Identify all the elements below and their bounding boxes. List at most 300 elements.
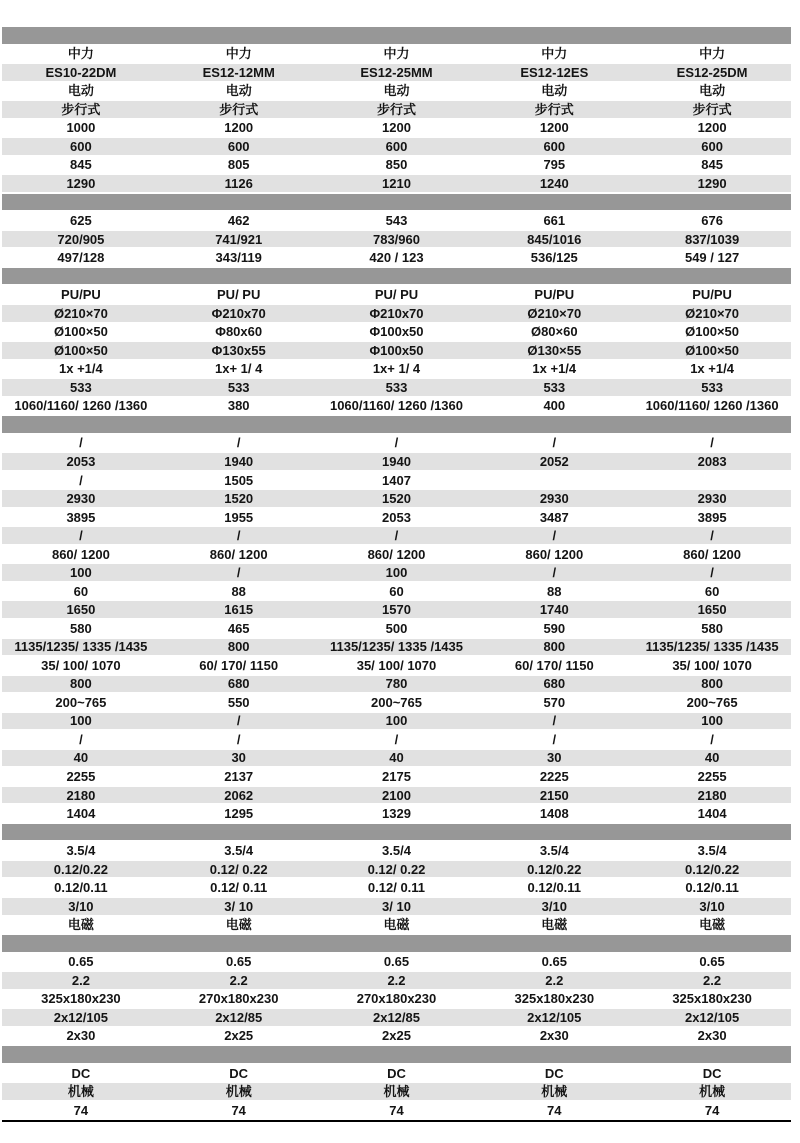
table-cell: 2255 bbox=[66, 769, 96, 785]
table-cell: 1200 bbox=[224, 120, 254, 136]
table-cell: 1650 bbox=[697, 602, 727, 618]
table-cell: 2930 bbox=[539, 491, 569, 507]
table-cell: 0.65 bbox=[699, 954, 725, 970]
table-cell: 1240 bbox=[539, 176, 569, 192]
table-cell: Φ130x55 bbox=[211, 342, 266, 358]
table-row bbox=[2, 471, 791, 490]
table-cell: 805 bbox=[227, 157, 250, 173]
table-cell: 325x180x230 bbox=[672, 991, 752, 1007]
table-cell: 步行式 bbox=[376, 101, 416, 117]
table-cell: / bbox=[236, 565, 241, 581]
table-cell: 543 bbox=[385, 213, 408, 229]
table-cell: 200~765 bbox=[686, 694, 738, 710]
table-cell: 625 bbox=[70, 213, 92, 229]
table-cell: / bbox=[79, 528, 83, 544]
table-cell: 533 bbox=[543, 379, 566, 395]
table-cell: ES12-12MM bbox=[202, 64, 275, 80]
table-cell: 0.65 bbox=[383, 954, 410, 970]
table-cell: / bbox=[236, 713, 241, 729]
table-cell: Ø100×50 bbox=[53, 342, 108, 358]
table-cell: 2x30 bbox=[66, 1028, 96, 1044]
table-cell: 35/ 100/ 1070 bbox=[41, 657, 121, 673]
table-cell: 2x12/85 bbox=[372, 1009, 420, 1025]
table-cell: 3/10 bbox=[699, 898, 725, 914]
table-row bbox=[2, 285, 791, 304]
table-cell: / bbox=[710, 435, 714, 451]
table-cell: / bbox=[236, 731, 241, 747]
table-cell: 电磁 bbox=[699, 917, 726, 933]
table-cell: 2.2 bbox=[71, 972, 90, 988]
table-cell: 74 bbox=[231, 1102, 246, 1118]
table-row bbox=[2, 1008, 791, 1027]
section-separator-bar bbox=[2, 193, 791, 212]
table-cell: 1x +1/4 bbox=[532, 361, 577, 377]
table-cell: 1329 bbox=[382, 806, 411, 822]
table-cell: / bbox=[552, 713, 557, 729]
table-cell: 1000 bbox=[66, 120, 96, 136]
table-cell: 74 bbox=[73, 1102, 89, 1118]
table-cell: 机械 bbox=[383, 1084, 410, 1100]
table-cell: PU/PU bbox=[534, 287, 575, 303]
table-row bbox=[2, 341, 791, 360]
table-cell: PU/PU bbox=[692, 287, 732, 303]
table-cell: / bbox=[394, 731, 399, 747]
table-row bbox=[2, 971, 791, 990]
table-cell: 步行式 bbox=[61, 101, 101, 117]
table-cell: 电磁 bbox=[67, 917, 94, 933]
table-cell: 电动 bbox=[225, 83, 252, 99]
table-cell: 40 bbox=[704, 750, 720, 766]
table-cell: 2137 bbox=[224, 769, 254, 785]
table-cell: 720/905 bbox=[57, 231, 105, 247]
table-cell: 2083 bbox=[697, 453, 727, 469]
table-cell: / bbox=[394, 528, 399, 544]
table-row bbox=[2, 1027, 791, 1046]
table-cell: 741/921 bbox=[215, 231, 263, 247]
table-cell: 60 bbox=[73, 583, 89, 599]
table-cell: 1200 bbox=[539, 120, 569, 136]
table-row bbox=[2, 712, 791, 731]
table-cell: 1570 bbox=[382, 602, 411, 618]
table-cell: 1060/1160/ 1260 /1360 bbox=[14, 398, 148, 414]
section-separator-bar bbox=[2, 415, 791, 434]
table-cell: 中力 bbox=[541, 46, 568, 62]
table-cell: 1404 bbox=[66, 806, 96, 822]
table-cell: 2062 bbox=[224, 787, 254, 803]
table-cell: 3.5/4 bbox=[697, 843, 727, 859]
table-cell: 860/ 1200 bbox=[683, 546, 741, 562]
table-row bbox=[2, 452, 791, 471]
table-cell: 电动 bbox=[383, 83, 410, 99]
table-cell: 380 bbox=[227, 398, 250, 414]
table-cell: 549 / 127 bbox=[684, 250, 740, 266]
table-cell: 2.2 bbox=[387, 972, 406, 988]
table-cell: 74 bbox=[704, 1102, 720, 1118]
table-cell: / bbox=[394, 435, 399, 451]
table-cell: 100 bbox=[70, 565, 92, 581]
table-cell: 1x +1/4 bbox=[690, 361, 734, 377]
table-cell: 1135/1235/ 1335 /1435 bbox=[329, 639, 463, 655]
table-cell: 电磁 bbox=[541, 917, 568, 933]
table-cell: 35/ 100/ 1070 bbox=[356, 657, 437, 673]
table-cell: Φ210x70 bbox=[211, 305, 266, 321]
table-row bbox=[2, 526, 791, 545]
table-cell: Φ80x60 bbox=[215, 324, 263, 340]
table-cell: 1615 bbox=[224, 602, 254, 618]
table-cell: 580 bbox=[70, 620, 92, 636]
table-cell: Ø100×50 bbox=[685, 324, 740, 340]
table-row bbox=[2, 508, 791, 527]
table-cell: / bbox=[79, 472, 83, 488]
table-cell: / bbox=[710, 528, 714, 544]
table-cell: 200~765 bbox=[55, 694, 107, 710]
table-cell: 3/ 10 bbox=[382, 898, 411, 914]
table-row bbox=[2, 786, 791, 805]
table-cell: 1060/1160/ 1260 /1360 bbox=[645, 398, 779, 414]
table-cell: 1650 bbox=[66, 602, 96, 618]
table-cell: 60/ 170/ 1150 bbox=[514, 657, 594, 673]
table-cell: / bbox=[710, 731, 714, 747]
table-cell: / bbox=[710, 565, 714, 581]
table-cell: 2x12/85 bbox=[215, 1009, 263, 1025]
table-cell: 400 bbox=[543, 398, 566, 414]
table-cell: 30 bbox=[547, 750, 562, 766]
table-cell: 2053 bbox=[66, 453, 96, 469]
table-cell: 1505 bbox=[224, 472, 254, 488]
table-row bbox=[2, 1064, 791, 1083]
table-cell: 2053 bbox=[382, 509, 411, 525]
table-cell: 780 bbox=[385, 676, 408, 692]
table-cell: 800 bbox=[70, 676, 92, 692]
table-row bbox=[2, 953, 791, 972]
table-row bbox=[2, 860, 791, 879]
table-cell: 533 bbox=[701, 379, 723, 395]
table-row bbox=[2, 619, 791, 638]
table-cell: 580 bbox=[701, 620, 723, 636]
table-cell: Ø210×70 bbox=[685, 305, 740, 321]
table-cell: 3/10 bbox=[68, 898, 94, 914]
table-row bbox=[2, 638, 791, 657]
table-cell: 0.12/ 0.11 bbox=[367, 880, 426, 896]
table-cell: 60/ 170/ 1150 bbox=[199, 657, 279, 673]
table-cell: 680 bbox=[543, 676, 566, 692]
section-separator-bar bbox=[2, 823, 791, 842]
table-cell: 497/128 bbox=[57, 250, 105, 266]
table-row bbox=[2, 1082, 791, 1101]
table-cell: 1x +1/4 bbox=[59, 361, 103, 377]
table-cell: 0.12/0.22 bbox=[527, 861, 582, 877]
table-cell: 35/ 100/ 1070 bbox=[672, 657, 752, 673]
table-cell: 550 bbox=[227, 694, 250, 710]
table-row bbox=[2, 916, 791, 935]
table-cell: 2180 bbox=[66, 787, 96, 803]
table-cell: / bbox=[552, 528, 557, 544]
table-cell: 100 bbox=[701, 713, 723, 729]
table-cell: 860/ 1200 bbox=[51, 546, 110, 562]
table-cell: 2.2 bbox=[703, 972, 722, 988]
table-cell: 465 bbox=[227, 620, 250, 636]
table-cell: 3.5/4 bbox=[382, 843, 411, 859]
table-row bbox=[2, 675, 791, 694]
table-cell: 325x180x230 bbox=[41, 991, 121, 1007]
spec-table bbox=[2, 26, 791, 1122]
table-cell: 795 bbox=[543, 157, 566, 173]
table-cell: 845 bbox=[701, 157, 723, 173]
table-cell: 800 bbox=[701, 676, 723, 692]
table-cell: 2180 bbox=[697, 787, 727, 803]
table-cell: / bbox=[79, 731, 83, 747]
table-cell: / bbox=[552, 731, 557, 747]
table-row bbox=[2, 248, 791, 267]
table-cell: 680 bbox=[227, 676, 250, 692]
table-cell: / bbox=[79, 435, 83, 451]
table-cell: 2052 bbox=[539, 453, 569, 469]
table-row bbox=[2, 804, 791, 823]
table-cell: Ø80×60 bbox=[530, 324, 578, 340]
table-cell: 661 bbox=[543, 213, 566, 229]
table-cell: 2x30 bbox=[697, 1028, 727, 1044]
table-row bbox=[2, 582, 791, 601]
table-cell: 1210 bbox=[382, 176, 411, 192]
table-row bbox=[2, 730, 791, 749]
table-cell: 0.12/ 0.11 bbox=[210, 880, 268, 896]
table-cell: DC bbox=[702, 1065, 722, 1081]
section-separator-bar bbox=[2, 934, 791, 953]
table-cell: 3/ 10 bbox=[224, 898, 254, 914]
table-cell: 2x12/105 bbox=[684, 1009, 740, 1025]
table-row bbox=[2, 174, 791, 193]
table-cell: 74 bbox=[547, 1102, 562, 1118]
table-cell: 270x180x230 bbox=[198, 991, 279, 1007]
table-row bbox=[2, 489, 791, 508]
table-cell: 0.12/0.22 bbox=[684, 861, 740, 877]
table-cell: 800 bbox=[227, 639, 250, 655]
table-cell: 中力 bbox=[383, 46, 410, 62]
table-cell: 60 bbox=[704, 583, 720, 599]
table-row bbox=[2, 211, 791, 230]
table-cell: / bbox=[552, 435, 557, 451]
table-cell: 2255 bbox=[697, 769, 727, 785]
table-cell: 3895 bbox=[66, 509, 96, 525]
table-cell: 中力 bbox=[67, 46, 94, 62]
table-cell: 1520 bbox=[224, 491, 254, 507]
table-cell: 1408 bbox=[539, 806, 569, 822]
table-cell: 0.12/ 0.22 bbox=[209, 861, 268, 877]
table-cell: 325x180x230 bbox=[514, 991, 595, 1007]
table-cell: 462 bbox=[227, 213, 250, 229]
table-cell: 590 bbox=[543, 620, 566, 636]
table-cell: 860/ 1200 bbox=[525, 546, 584, 562]
table-row bbox=[2, 767, 791, 786]
table-cell: 3.5/4 bbox=[66, 843, 96, 859]
table-cell: 3.5/4 bbox=[539, 843, 569, 859]
table-cell: 1740 bbox=[539, 602, 569, 618]
table-row bbox=[2, 990, 791, 1009]
table-cell: 270x180x230 bbox=[356, 991, 437, 1007]
table-cell: 电动 bbox=[699, 83, 726, 99]
table-cell: 2x30 bbox=[539, 1028, 569, 1044]
table-cell: 100 bbox=[385, 713, 408, 729]
table-cell: 1295 bbox=[224, 806, 254, 822]
table-row bbox=[2, 323, 791, 342]
table-cell: ES12-25DM bbox=[676, 64, 748, 80]
table-row bbox=[2, 82, 791, 101]
table-row bbox=[2, 230, 791, 249]
table-cell: 88 bbox=[231, 583, 246, 599]
table-cell: 536/125 bbox=[530, 250, 578, 266]
table-cell: 30 bbox=[231, 750, 246, 766]
table-cell: 1940 bbox=[224, 453, 254, 469]
bottom-rule bbox=[2, 1120, 791, 1122]
table-row bbox=[2, 397, 791, 416]
table-cell: 533 bbox=[70, 379, 92, 395]
table-cell: 0.65 bbox=[68, 954, 94, 970]
table-cell: 1404 bbox=[697, 806, 727, 822]
table-cell: Φ210x70 bbox=[369, 305, 424, 321]
table-cell: Ø100×50 bbox=[685, 342, 740, 358]
table-row bbox=[2, 656, 791, 675]
table-cell: 2100 bbox=[382, 787, 411, 803]
table-cell: 3487 bbox=[539, 509, 569, 525]
table-cell: DC bbox=[71, 1065, 91, 1081]
table-cell: 2175 bbox=[382, 769, 411, 785]
table-cell: 2x12/105 bbox=[53, 1009, 109, 1025]
table-cell: 1290 bbox=[697, 176, 727, 192]
table-cell: 1135/1235/ 1335 /1435 bbox=[645, 639, 779, 655]
table-row bbox=[2, 749, 791, 768]
table-cell: 1200 bbox=[697, 120, 727, 136]
table-cell: 600 bbox=[543, 138, 566, 154]
table-cell: 中力 bbox=[225, 46, 252, 62]
table-cell: 420 / 123 bbox=[369, 250, 424, 266]
table-cell: 机械 bbox=[541, 1084, 568, 1100]
table-cell: 3895 bbox=[697, 509, 727, 525]
table-cell: 533 bbox=[227, 379, 250, 395]
table-cell: 800 bbox=[543, 639, 566, 655]
table-cell: ES10-22DM bbox=[45, 64, 117, 80]
table-cell: 570 bbox=[543, 694, 566, 710]
table-row bbox=[2, 360, 791, 379]
table-cell: 0.12/ 0.22 bbox=[367, 861, 426, 877]
table-cell: 1x+ 1/ 4 bbox=[372, 361, 421, 377]
table-cell: 860/ 1200 bbox=[209, 546, 268, 562]
table-cell: 1955 bbox=[224, 509, 254, 525]
table-cell: 1060/1160/ 1260 /1360 bbox=[329, 398, 463, 414]
table-cell: 1520 bbox=[382, 491, 411, 507]
table-cell: 200~765 bbox=[371, 694, 422, 710]
table-cell: 机械 bbox=[699, 1084, 726, 1100]
table-cell: / bbox=[552, 565, 557, 581]
table-cell: 2225 bbox=[539, 769, 569, 785]
table-cell: ES12-12ES bbox=[520, 64, 589, 80]
table-cell: 中力 bbox=[699, 46, 726, 62]
table-cell: DC bbox=[387, 1065, 406, 1081]
table-cell: 600 bbox=[385, 138, 408, 154]
table-cell: 845 bbox=[70, 157, 92, 173]
table-cell: 100 bbox=[70, 713, 92, 729]
section-separator-bar bbox=[2, 267, 791, 286]
table-cell: 860/ 1200 bbox=[367, 546, 426, 562]
table-cell: / bbox=[236, 435, 241, 451]
table-cell: 3/10 bbox=[541, 898, 567, 914]
table-row bbox=[2, 693, 791, 712]
table-cell: 600 bbox=[701, 138, 723, 154]
table-cell: 837/1039 bbox=[684, 231, 740, 247]
table-cell: 0.12/0.22 bbox=[53, 861, 108, 877]
table-cell: 40 bbox=[389, 750, 404, 766]
table-cell: 0.65 bbox=[226, 954, 252, 970]
table-row bbox=[2, 897, 791, 916]
table-cell: / bbox=[236, 528, 241, 544]
table-cell: 783/960 bbox=[372, 231, 420, 247]
table-cell: 74 bbox=[389, 1102, 404, 1118]
table-cell: 电动 bbox=[67, 83, 94, 99]
table-cell: 2x25 bbox=[382, 1028, 411, 1044]
table-cell: 电磁 bbox=[225, 917, 252, 933]
table-cell: 845/1016 bbox=[527, 231, 582, 247]
table-cell: PU/ PU bbox=[217, 287, 261, 303]
table-cell: 2x25 bbox=[224, 1028, 254, 1044]
table-row bbox=[2, 1101, 791, 1120]
table-cell: 2930 bbox=[66, 491, 96, 507]
table-cell: 0.12/0.11 bbox=[54, 880, 108, 896]
table-cell: 1290 bbox=[66, 176, 96, 192]
table-cell: 1x+ 1/ 4 bbox=[215, 361, 263, 377]
table-cell: 2.2 bbox=[545, 972, 564, 988]
table-cell: Φ100x50 bbox=[369, 324, 424, 340]
table-cell: Φ100x50 bbox=[369, 342, 424, 358]
table-cell: 1407 bbox=[382, 472, 411, 488]
table-cell: 60 bbox=[389, 583, 404, 599]
table-cell: 0.65 bbox=[541, 954, 567, 970]
table-cell: 533 bbox=[385, 379, 408, 395]
table-cell: Ø100×50 bbox=[53, 324, 108, 340]
table-row bbox=[2, 137, 791, 156]
table-row bbox=[2, 304, 791, 323]
table-cell: 1126 bbox=[224, 176, 253, 192]
table-cell: 1135/1235/ 1335 /1435 bbox=[14, 639, 148, 655]
table-cell: Ø210×70 bbox=[527, 305, 582, 321]
table-cell: 40 bbox=[73, 750, 89, 766]
table-cell: 步行式 bbox=[219, 101, 259, 117]
table-cell: 0.12/0.11 bbox=[685, 880, 739, 896]
table-row bbox=[2, 878, 791, 897]
table-row bbox=[2, 600, 791, 619]
table-cell: 1940 bbox=[382, 453, 411, 469]
table-row bbox=[2, 378, 791, 397]
table-cell: 3.5/4 bbox=[224, 843, 254, 859]
table-row bbox=[2, 841, 791, 860]
table-row bbox=[2, 119, 791, 138]
table-row bbox=[2, 100, 791, 119]
table-cell: 676 bbox=[701, 213, 723, 229]
table-cell: 2930 bbox=[697, 491, 727, 507]
table-row bbox=[2, 563, 791, 582]
table-cell: DC bbox=[544, 1065, 564, 1081]
section-separator-bar bbox=[2, 26, 791, 45]
table-cell: 2150 bbox=[539, 787, 569, 803]
table-row bbox=[2, 434, 791, 453]
table-row bbox=[2, 545, 791, 564]
table-cell: 步行式 bbox=[692, 101, 732, 117]
table-cell: 100 bbox=[385, 565, 408, 581]
table-cell: 2.2 bbox=[229, 972, 248, 988]
table-cell: Ø130×55 bbox=[527, 342, 582, 358]
table-cell: 88 bbox=[547, 583, 562, 599]
section-separator-bar bbox=[2, 1045, 791, 1064]
table-row bbox=[2, 156, 791, 175]
table-cell: 600 bbox=[70, 138, 92, 154]
